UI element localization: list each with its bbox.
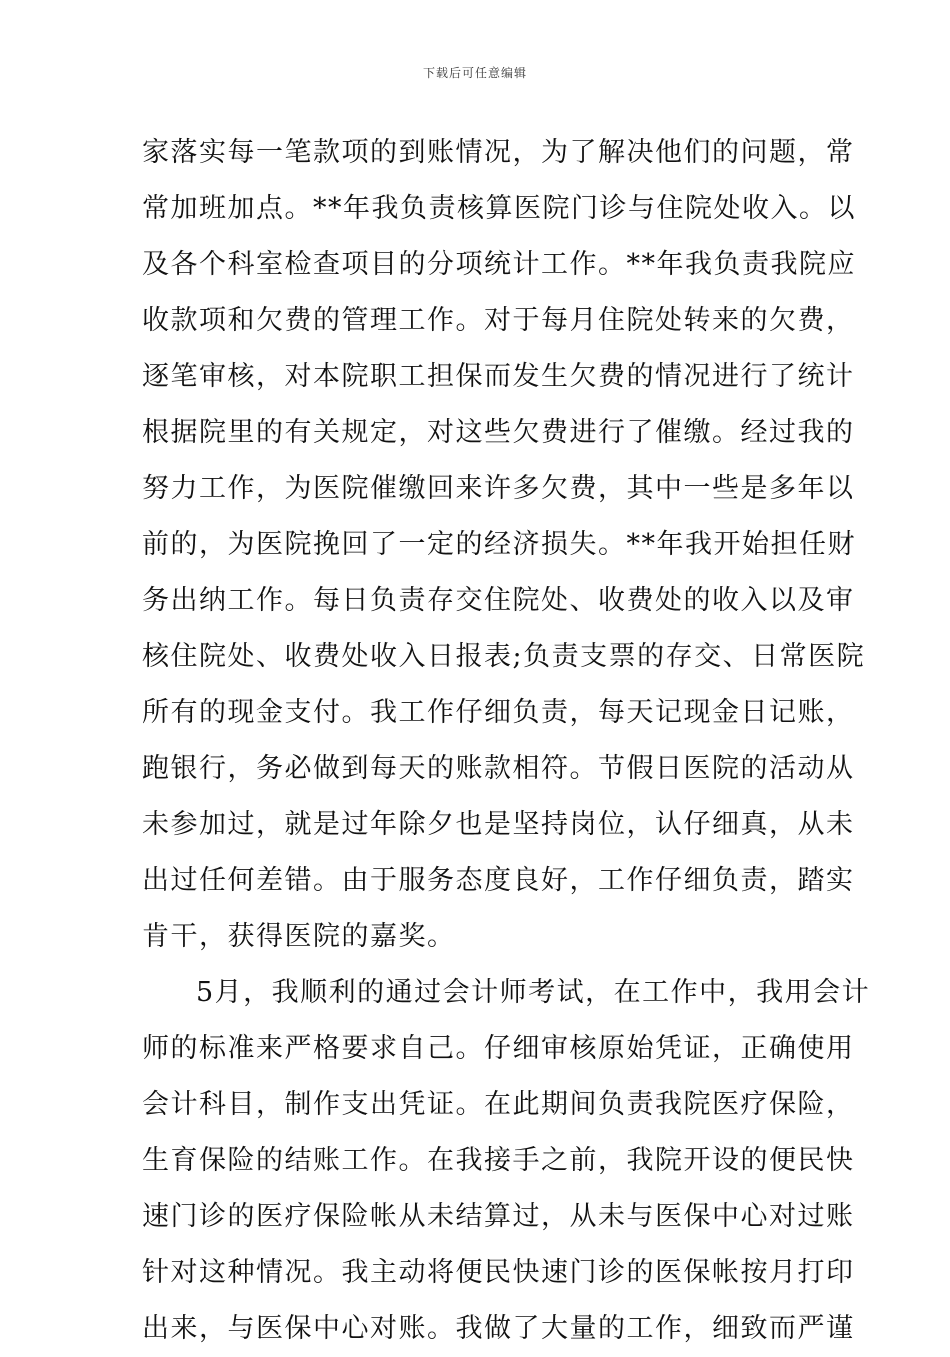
text-line: 常加班加点。**年我负责核算医院门诊与住院处收入。以 (142, 193, 856, 224)
text-line: 核住院处、收费处收入日报表;负责支票的存交、日常医院 (142, 641, 866, 672)
text-line: 逐笔审核，对本院职工担保而发生欠费的情况进行了统计 (142, 361, 855, 392)
text-line: 师的标准来严格要求自己。仔细审核原始凭证，正确使用 (142, 1033, 855, 1064)
text-line: 前的，为医院挽回了一定的经济损失。**年我开始担任财 (142, 529, 856, 560)
text-line: 速门诊的医疗保险帐从未结算过，从未与医保中心对过账 (142, 1201, 855, 1232)
text-line: 出来，与医保中心对账。我做了大量的工作，细致而严谨 (142, 1313, 855, 1344)
text-line: 家落实每一笔款项的到账情况，为了解决他们的问题，常 (142, 137, 855, 168)
text-line: 生育保险的结账工作。在我接手之前，我院开设的便民快 (142, 1145, 855, 1176)
text-line: 根据院里的有关规定，对这些欠费进行了催缴。经过我的 (142, 417, 855, 448)
text-line: 努力工作，为医院催缴回来许多欠费，其中一些是多年以 (142, 473, 855, 504)
text-line: 肯干，获得医院的嘉奖。 (142, 921, 456, 952)
text-line: 务出纳工作。每日负责存交住院处、收费处的收入以及审 (142, 585, 855, 616)
text-line: 及各个科室检查项目的分项统计工作。**年我负责我院应 (142, 249, 856, 280)
paragraph-start-line: 5月，我顺利的通过会计师考试，在工作中，我用会计 (196, 977, 871, 1008)
text-line: 会计科目，制作支出凭证。在此期间负责我院医疗保险， (142, 1089, 855, 1120)
text-line: 跑银行，务必做到每天的账款相符。节假日医院的活动从 (142, 753, 855, 784)
text-line: 收款项和欠费的管理工作。对于每月住院处转来的欠费， (142, 305, 855, 336)
page-header: 下载后可任意编辑 (422, 66, 527, 80)
text-line: 针对这种情况。我主动将便民快速门诊的医保帐按月打印 (142, 1257, 855, 1288)
text-line: 所有的现金支付。我工作仔细负责，每天记现金日记账， (142, 697, 855, 728)
document-body (142, 125, 871, 1357)
text-line: 出过任何差错。由于服务态度良好，工作仔细负责，踏实 (142, 865, 855, 896)
text-line: 未参加过，就是过年除夕也是坚持岗位，认仔细真，从未 (142, 809, 855, 840)
